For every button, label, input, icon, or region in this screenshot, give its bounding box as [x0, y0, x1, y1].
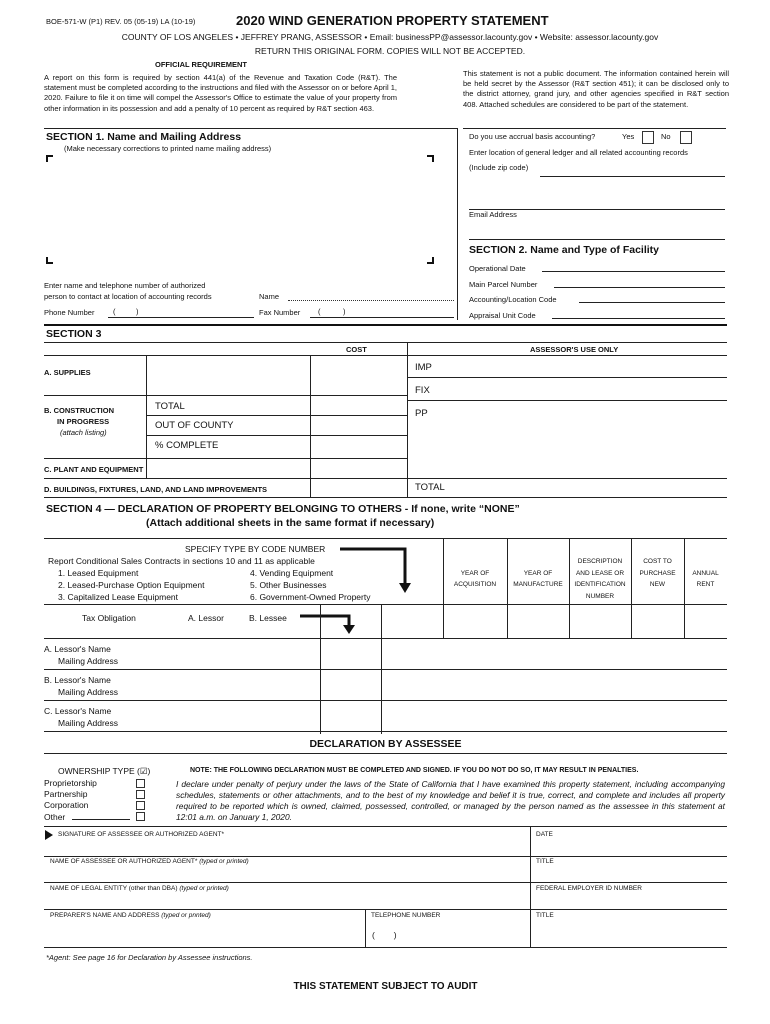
- agent-footnote: *Agent: See page 16 for Declaration by Assessee instructions.: [46, 953, 253, 962]
- plant-equipment-label: C. PLANT AND EQUIPMENT: [44, 465, 144, 474]
- out-of-county-label: OUT OF COUNTY: [155, 420, 234, 431]
- operational-date-label: Operational Date: [469, 264, 526, 273]
- section3-title: SECTION 3: [46, 328, 102, 340]
- lessor-a-name: A. Lessor's Name: [44, 644, 111, 654]
- report-line: Report Conditional Sales Contracts in sections 10 and 11 as applicable: [48, 556, 315, 566]
- lessor-option[interactable]: A. Lessor: [188, 613, 224, 623]
- col-desc-1: DESCRIPTION: [577, 558, 623, 565]
- corporation-checkbox[interactable]: [136, 801, 145, 810]
- col-year-acq-1: YEAR OF: [460, 570, 490, 577]
- accounting-code-label: Accounting/Location Code: [469, 295, 557, 304]
- col-cost-1: COST TO: [643, 558, 672, 565]
- specify-type-label: SPECIFY TYPE BY CODE NUMBER: [185, 544, 326, 554]
- form-id: BOE-571-W (P1) REV. 05 (05-19) LA (10-19): [46, 17, 196, 26]
- preparer-field[interactable]: [46, 921, 362, 945]
- legal-entity-field[interactable]: [46, 894, 526, 908]
- partnership-checkbox[interactable]: [136, 790, 145, 799]
- address-corner-bl: [46, 257, 53, 264]
- telephone-label: TELEPHONE NUMBER: [371, 912, 441, 919]
- agent-title-field[interactable]: [534, 867, 724, 881]
- lessor-a-address: Mailing Address: [58, 656, 119, 666]
- assessor-total-label: TOTAL: [415, 482, 445, 493]
- contact-name-label: Name: [259, 292, 280, 301]
- parcel-number-input[interactable]: [554, 287, 725, 288]
- col-desc-2: AND LEASE OR: [575, 570, 625, 577]
- ledger-label: Enter location of general ledger and all related accounting records: [469, 148, 688, 157]
- ownership-partnership: Partnership: [44, 789, 88, 799]
- phone-input[interactable]: [108, 317, 254, 318]
- col-year-acq-2: ACQUISITION: [453, 581, 497, 588]
- zip-label: (Include zip code): [469, 163, 529, 172]
- requirement-text: A report on this form is required by section 441(a) of the Revenue and Taxation Code (R&T). The statement must be completed according to the instructions and filed with the Assessor on or before April 1, 2020. Failure to file it on time will compel the Assessor's Office to estimate the value of your property from other information in its possession and add a penalty of 10 percent as required by R&T section 463.: [44, 73, 397, 113]
- accounting-code-input[interactable]: [579, 302, 725, 303]
- operational-date-input[interactable]: [542, 271, 725, 272]
- county-line: COUNTY OF LOS ANGELES • JEFFREY PRANG, ASSESSOR • Email: businessPP@assessor.lacounty.gov • Website: assessor.lacounty.gov: [121, 32, 659, 42]
- fein-label: FEDERAL EMPLOYER ID NUMBER: [536, 885, 642, 892]
- col-cost-3: NEW: [649, 581, 666, 588]
- lessor-c-name: C. Lessor's Name: [44, 706, 112, 716]
- address-corner-tr: [427, 155, 434, 162]
- phone-label: Phone Number: [44, 308, 95, 317]
- agent-title-label: TITLE: [536, 858, 554, 865]
- contact-label-1: Enter name and telephone number of authorized: [44, 281, 206, 290]
- parcel-number-label: Main Parcel Number: [469, 280, 538, 289]
- confidentiality-text: This statement is not a public document. The information contained herein will be held secret by the Assessor (R&T section 451); it can be disclosed only to the district attorney, grand jury, and other agencies specified in R&T section 408. Attached schedules are considered to be part of the statement.: [463, 69, 729, 109]
- lessor-b-name: B. Lessor's Name: [44, 675, 111, 685]
- legal-entity-label: NAME OF LEGAL ENTITY (other than DBA) (typed or printed): [50, 885, 229, 892]
- telephone-field[interactable]: ( ): [372, 930, 397, 940]
- appraisal-code-input[interactable]: [552, 318, 725, 319]
- col-cost-2: PURCHASE: [639, 570, 676, 577]
- lessee-arrow-icon: [298, 612, 358, 636]
- proprietorship-checkbox[interactable]: [136, 779, 145, 788]
- email-label: Email Address: [469, 210, 517, 219]
- date-label: DATE: [536, 831, 553, 838]
- col-rent-1: ANNUAL: [692, 570, 719, 577]
- section4-subtitle: (Attach additional sheets in the same format if necessary): [146, 517, 435, 529]
- preparer-label: PREPARER'S NAME AND ADDRESS (typed or pnnted): [50, 912, 211, 919]
- attach-listing-label: (attach listing): [60, 428, 107, 437]
- code-4: 4. Vending Equipment: [250, 568, 334, 578]
- contact-label-2: person to contact at location of accounting records: [44, 292, 212, 301]
- fix-label: FIX: [415, 385, 430, 396]
- accrual-no-label: No: [661, 132, 671, 141]
- code-2: 2. Leased-Purchase Option Equipment: [58, 580, 205, 590]
- section4-title: SECTION 4 — DECLARATION OF PROPERTY BELONGING TO OTHERS - If none, write “NONE”: [46, 503, 520, 515]
- col-desc-3: IDENTIFICATION: [574, 581, 626, 588]
- declaration-title: DECLARATION BY ASSESSEE: [309, 738, 462, 750]
- date-field[interactable]: [534, 840, 724, 855]
- official-requirement: OFFICIAL REQUIREMENT: [155, 60, 247, 69]
- code-5: 5. Other Businesses: [250, 580, 327, 590]
- agent-name-label: NAME OF ASSESSEE OR AUTHORIZED AGENT* (typed or printed): [50, 858, 249, 865]
- contact-name-input[interactable]: [288, 300, 454, 301]
- tax-obligation-label: Tax Obligation: [82, 613, 136, 623]
- code-1: 1. Leased Equipment: [58, 568, 139, 578]
- fax-paren-open: (: [318, 307, 321, 316]
- agent-name-field[interactable]: [46, 867, 526, 881]
- return-line: RETURN THIS ORIGINAL FORM. COPIES WILL NOT BE ACCEPTED.: [254, 46, 526, 56]
- declaration-text: I declare under penalty of perjury under the laws of the State of California that I have examined this property statement, including accompanying schedules, statements or other attachments, and to the best of my knowledge and belief it is true, correct, and complete and includes all property required to be reported which is owned, claimed, possessed, controlled, or managed by the person named as the assessee in this statement at 12:01 a.m. on January 1, 2020.: [176, 779, 725, 822]
- construction-label-2: IN PROGRESS: [57, 417, 110, 426]
- cost-header: COST: [346, 345, 367, 354]
- pp-label: PP: [415, 408, 428, 419]
- other-input[interactable]: [72, 819, 130, 820]
- col-rent-2: RENT: [696, 581, 715, 588]
- declaration-note: NOTE: THE FOLLOWING DECLARATION MUST BE COMPLETED AND SIGNED. IF YOU DO NOT DO SO, IT MAY RESULT IN PENALTIES.: [190, 767, 639, 774]
- ownership-other: Other: [44, 812, 66, 822]
- code-6: 6. Government-Owned Property: [250, 592, 371, 602]
- col-year-man-1: YEAR OF: [523, 570, 553, 577]
- accrual-yes-label: Yes: [622, 132, 635, 141]
- pct-complete-label: % COMPLETE: [155, 440, 219, 451]
- ownership-type-label: OWNERSHIP TYPE (☑): [58, 766, 151, 776]
- lessor-b-address: Mailing Address: [58, 687, 119, 697]
- lessor-c-address: Mailing Address: [58, 718, 119, 728]
- ownership-corporation: Corporation: [44, 800, 89, 810]
- assessors-use-header: ASSESSOR'S USE ONLY: [530, 345, 619, 354]
- phone-paren-open: (: [113, 307, 116, 316]
- fax-input[interactable]: [310, 317, 454, 318]
- section2-title: SECTION 2. Name and Type of Facility: [469, 244, 660, 256]
- preparer-title-field[interactable]: [534, 921, 724, 945]
- specify-arrow-icon: [338, 543, 418, 595]
- section1-title: SECTION 1. Name and Mailing Address: [46, 131, 242, 143]
- construction-label: B. CONSTRUCTION: [44, 406, 114, 415]
- accrual-no-checkbox[interactable]: [680, 131, 692, 144]
- ledger-input-1[interactable]: [540, 176, 725, 177]
- form-title: 2020 WIND GENERATION PROPERTY STATEMENT: [236, 13, 549, 28]
- imp-label: IMP: [415, 362, 432, 373]
- col-desc-4: NUMBER: [585, 593, 615, 600]
- section1-subtitle: (Make necessary corrections to printed name mailing address): [64, 144, 272, 153]
- audit-notice: THIS STATEMENT SUBJECT TO AUDIT: [293, 981, 478, 992]
- phone-paren-close: ): [136, 307, 139, 316]
- fax-label: Fax Number: [259, 308, 301, 317]
- col-year-man-2: MANUFACTURE: [513, 581, 563, 588]
- mailing-address-area[interactable]: [60, 162, 420, 254]
- cip-total-label: TOTAL: [155, 401, 185, 412]
- email-input[interactable]: [469, 239, 725, 240]
- appraisal-code-label: Appraisal Unit Code: [469, 311, 536, 320]
- accrual-yes-checkbox[interactable]: [642, 131, 654, 144]
- supplies-label: A. SUPPLIES: [44, 368, 91, 377]
- fax-paren-close: ): [343, 307, 346, 316]
- ownership-proprietorship: Proprietorship: [44, 778, 97, 788]
- accrual-question: Do you use accrual basis accounting?: [469, 132, 596, 141]
- supplies-cost-input[interactable]: [312, 357, 405, 393]
- fein-field[interactable]: [534, 894, 724, 908]
- other-checkbox[interactable]: [136, 812, 145, 821]
- lessee-option[interactable]: B. Lessee: [249, 613, 287, 623]
- address-corner-br: [427, 257, 434, 264]
- buildings-label: D. BUILDINGS, FIXTURES, LAND, AND LAND IMPROVEMENTS: [44, 485, 268, 494]
- signature-label: SIGNATURE OF ASSESSEE OR AUTHORIZED AGENT*: [58, 831, 225, 838]
- address-corner-tl: [46, 155, 53, 162]
- signature-field[interactable]: [46, 840, 526, 855]
- code-3: 3. Capitalized Lease Equipment: [58, 592, 179, 602]
- preparer-title-label: TITLE: [536, 912, 554, 919]
